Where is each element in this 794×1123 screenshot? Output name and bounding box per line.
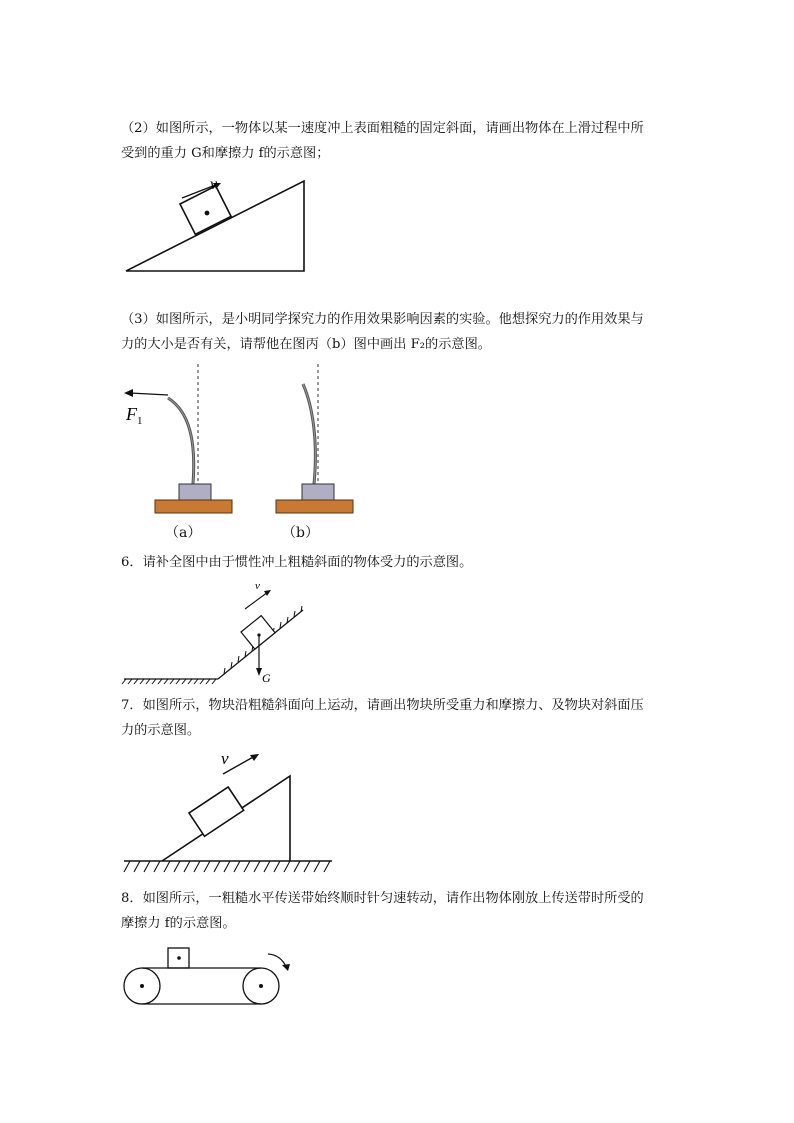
block (189, 787, 244, 836)
right-pulley-axle (259, 984, 263, 988)
question-8-line-2: 摩擦力 f的示意图。 (121, 916, 236, 931)
clamp-a (179, 484, 211, 500)
velocity-label: v (255, 580, 260, 592)
wood-base-b (276, 500, 353, 513)
question-2-line-2: 受到的重力 G和摩擦力 f的示意图； (121, 146, 330, 161)
question-8-text (121, 886, 681, 936)
velocity-label: v (221, 749, 229, 768)
left-pulley-axle (140, 984, 144, 988)
question-7-text (121, 693, 681, 743)
ground-hatching (124, 861, 330, 872)
conveyor-belt-figure (118, 942, 298, 1010)
question-3-line-1: （3）如图所示，是小明同学探究力的作用效果影响因素的实验。他想探究力的作用效果与 (121, 312, 644, 327)
question-2-text (121, 116, 681, 166)
velocity-label: v (210, 176, 218, 193)
block-center-dot (205, 211, 210, 216)
object-center-dot (177, 956, 181, 960)
question-8-line-1: 8．如图所示，一粗糙水平传送带始终顺时针匀速转动，请作出物体刚放上传送带时所受的 (121, 891, 644, 906)
force-f1-arrow (130, 393, 168, 395)
question-3-line-2: 力的大小是否有关，请帮他在图丙（b）图中画出 F₂的示意图。 (121, 337, 491, 352)
ruler-experiment-figure (118, 362, 368, 522)
block (180, 186, 231, 234)
question-6-line-1: 6．请补全图中由于惯性冲上粗糙斜面的物体受力的示意图。 (121, 555, 473, 570)
gravity-label: G (262, 671, 271, 685)
question-2-line-1: （2）如图所示，一物体以某一速度冲上表面粗糙的固定斜面，请画出物体在上滑过程中所 (121, 121, 644, 136)
question-7-line-1: 7．如图所示，物块沿粗糙斜面向上运动，请画出物块所受重力和摩擦力、及物块对斜面压 (121, 698, 644, 713)
caption-b: （b） (282, 525, 319, 541)
caption-a: （a） (165, 525, 202, 541)
question-3-text (121, 307, 681, 357)
force-f1-label: $F_1$ (126, 404, 143, 427)
velocity-arrowhead (264, 590, 271, 596)
force-f1-arrowhead (124, 389, 133, 397)
wood-base-a (155, 500, 232, 513)
question-6-text (121, 550, 681, 575)
clockwise-rotation-arrowhead (282, 964, 290, 971)
inertia-incline-figure (118, 576, 313, 686)
block (241, 616, 275, 649)
question-7-line-2: 力的示意图。 (121, 723, 201, 738)
incline-figure-q7 (118, 745, 343, 880)
velocity-arrow (245, 592, 268, 609)
ground-hatching (122, 679, 216, 684)
bent-ruler-b (303, 384, 315, 484)
clamp-b (302, 484, 334, 500)
incline-figure-q2 (118, 172, 318, 277)
